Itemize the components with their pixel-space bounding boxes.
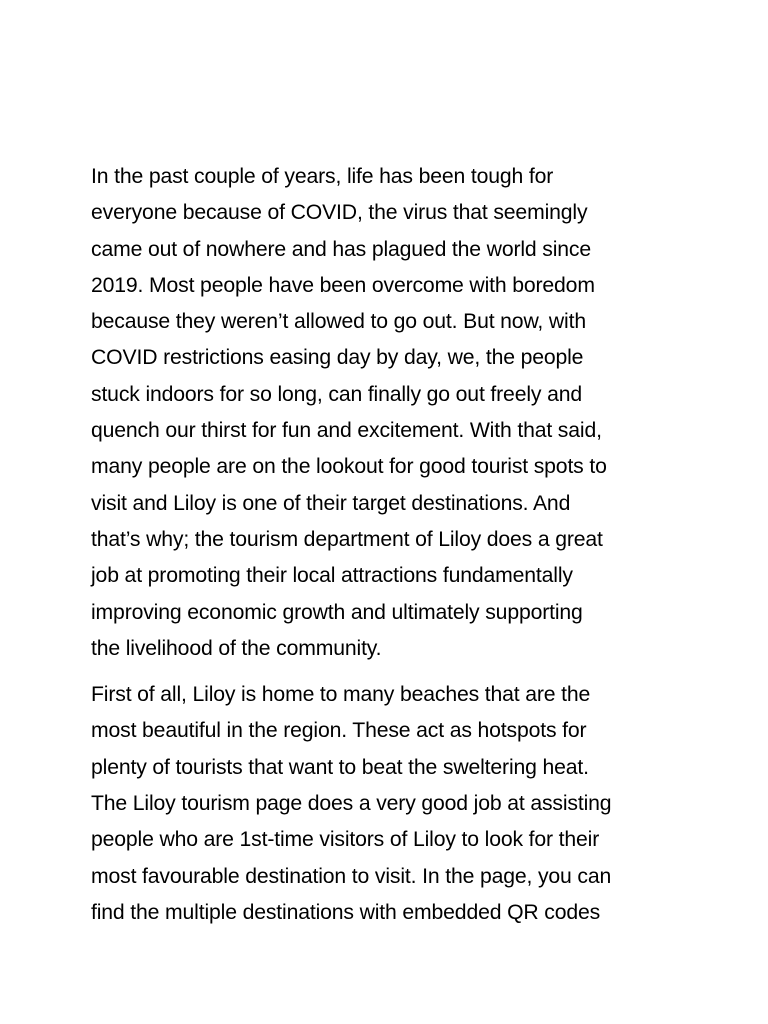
paragraph-1 xyxy=(91,159,691,667)
text-line: because they weren’t allowed to go out. But now, with xyxy=(91,310,586,334)
text-line: most beautiful in the region. These act as hotspots for xyxy=(91,719,587,743)
text-line: In the past couple of years, life has been tough for xyxy=(91,165,554,188)
text-line: The Liloy tourism page does a very good job at assisting xyxy=(91,792,612,816)
text-line: everyone because of COVID, the virus that seemingly xyxy=(91,201,588,225)
document-body xyxy=(91,159,691,941)
text-line: quench our thirst for fun and excitement. With that said, xyxy=(91,419,602,443)
text-line: people who are 1st-time visitors of Liloy to look for their xyxy=(91,828,600,852)
text-line: visit and Liloy is one of their target destinations. And xyxy=(91,491,571,515)
text-line: the livelihood of the community. xyxy=(91,636,382,660)
paragraph-2 xyxy=(91,677,691,931)
text-line: find the multiple destinations with embedded QR codes xyxy=(91,900,601,924)
text-line: 2019. Most people have been overcome with boredom xyxy=(91,273,595,297)
text-line: improving economic growth and ultimately supporting xyxy=(91,600,583,624)
text-line: First of all, Liloy is home to many beaches that are the xyxy=(91,683,591,707)
text-line: came out of nowhere and has plagued the world since xyxy=(91,237,592,261)
text-line: most favourable destination to visit. In the page, you can xyxy=(91,864,612,888)
text-line: stuck indoors for so long, can finally go out freely and xyxy=(91,382,582,406)
text-line: that’s why; the tourism department of Liloy does a great xyxy=(91,527,603,551)
text-line: plenty of tourists that want to beat the sweltering heat. xyxy=(91,755,589,779)
text-line: many people are on the lookout for good tourist spots to xyxy=(91,455,607,479)
text-line: job at promoting their local attractions fundamentally xyxy=(91,564,573,588)
text-line: COVID restrictions easing day by day, we, the people xyxy=(91,346,584,370)
